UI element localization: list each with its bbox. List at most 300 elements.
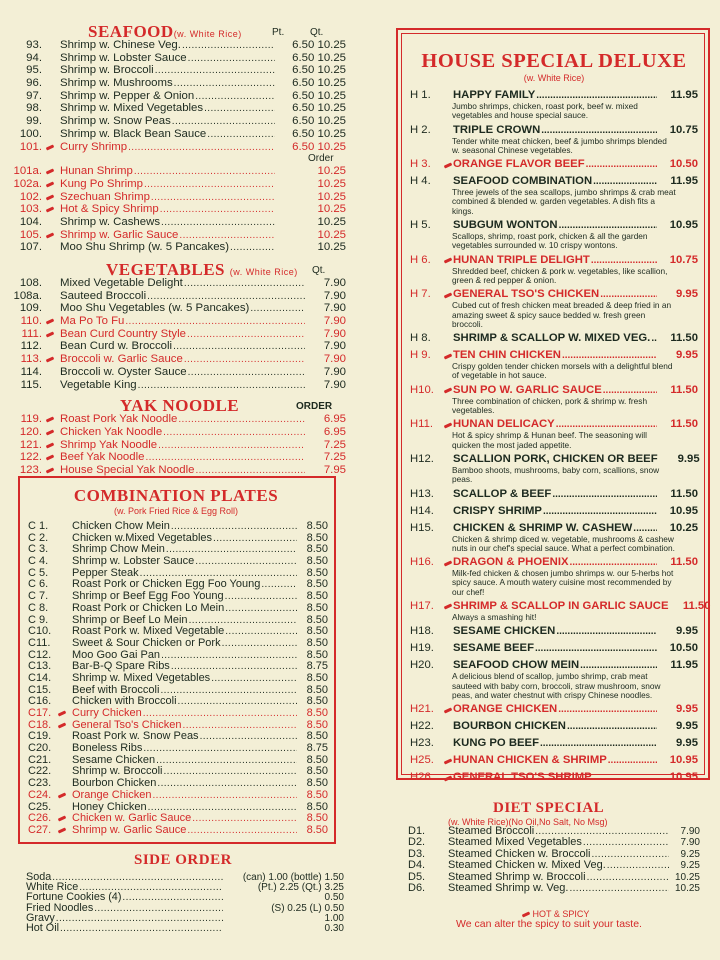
item-number: C10.: [28, 625, 52, 638]
item-name: Shrimp or Beef Lo Mein: [72, 613, 188, 626]
hot-spicy-icon: [58, 711, 67, 717]
item-number: C 2.: [28, 531, 49, 544]
item-number: C27.: [28, 823, 52, 836]
item-price: 8.50: [306, 648, 328, 661]
item-number: 105.: [19, 228, 42, 241]
item-name: Chicken w.Mixed Vegetables: [72, 531, 213, 544]
hot-spicy-icon: [444, 604, 453, 610]
item-description: Hot & spicy shrimp & Hunan beef. The seasoning will quicken the most jaded appetite.: [452, 430, 647, 450]
menu-item: [8, 141, 346, 154]
dot-leader: [225, 626, 297, 638]
house-item-row: [410, 332, 698, 345]
item-number: 93.: [26, 39, 42, 51]
item-number: D1.: [408, 825, 426, 837]
item-name: Shrimp w. Chinese Veg.: [60, 39, 181, 51]
house-item-row: [410, 720, 698, 733]
menu-item: [24, 533, 328, 545]
item-number: 113.: [20, 353, 42, 366]
item-price: 8.75: [306, 742, 328, 755]
item-code: H 1.: [410, 89, 431, 101]
item-price: 8.50: [306, 695, 328, 708]
item-name: TRIPLE CROWN: [453, 123, 541, 136]
item-number: C25.: [28, 800, 52, 813]
dot-leader: [569, 883, 669, 894]
hot-spicy-icon: [522, 912, 531, 918]
menu-item: [8, 102, 346, 115]
item-name: Shrimp w. Mushrooms: [60, 77, 173, 90]
hot-spicy-icon: [46, 181, 55, 187]
item-number: 104.: [19, 215, 42, 228]
item-name: Bean Curd Country Style: [60, 327, 186, 340]
item-price: 8.50: [306, 520, 328, 532]
item-number: 120.: [19, 425, 42, 438]
item-price: 7.90: [323, 340, 346, 353]
seafood-col-qt: Qt.: [310, 27, 324, 38]
item-name: HUNAN TRIPLE DELIGHT: [453, 253, 590, 266]
item-name: White Rice: [26, 881, 79, 894]
item-name: Chicken Yak Noodle: [60, 425, 163, 438]
house-item-row: [410, 505, 698, 518]
seafood-order-list: [8, 165, 346, 254]
house-item: [410, 124, 698, 156]
menu-item: [24, 825, 328, 837]
dot-leader: [591, 254, 657, 267]
item-number: C23.: [28, 777, 52, 790]
item-number: 110.: [20, 315, 42, 328]
yak-title: YAK NOODLE: [120, 396, 240, 416]
item-name: KUNG PO BEEF: [453, 737, 539, 750]
dot-leader: [540, 737, 657, 750]
spicy-indicator: [58, 790, 72, 802]
dot-leader: [211, 673, 297, 685]
spicy-indicator: [46, 451, 60, 464]
dot-leader: [608, 754, 657, 767]
item-name: SCALLOP & BEEF: [453, 487, 552, 500]
dot-leader: [134, 165, 275, 179]
spicy-indicator: [46, 141, 60, 154]
house-item-row: [410, 124, 698, 137]
hot-spicy-icon: [444, 388, 453, 394]
item-name: Steamed Chicken w. Mixed Veg.: [448, 859, 606, 872]
item-code: H 4.: [410, 175, 431, 188]
item-code: H18.: [410, 625, 434, 638]
item-name: Bean Curd w. Broccoli: [60, 340, 173, 353]
item-code: H17.: [410, 600, 434, 613]
item-name: GENERAL TSO'S SHRIMP: [453, 771, 592, 784]
dot-leader: [174, 77, 275, 91]
item-name: House Special Yak Noodle: [60, 463, 195, 476]
item-code: H23.: [410, 737, 434, 750]
item-name: Steamed Shrimp w. Broccoli: [448, 870, 586, 883]
dot-leader: [651, 332, 657, 345]
item-name: General Tso's Chicken: [72, 718, 182, 731]
item-price: 7.90: [323, 277, 346, 289]
spicy-note: We can alter the spicy to suit your taste.: [456, 918, 642, 930]
item-price: 8.50: [306, 671, 328, 684]
dot-leader: [163, 766, 297, 778]
dot-leader: [603, 384, 657, 397]
dot-leader: [183, 720, 297, 732]
item-price: 9.95: [676, 703, 698, 716]
dot-leader: [213, 533, 297, 545]
dot-leader: [143, 708, 297, 720]
spicy-indicator: [46, 178, 60, 191]
item-number: C 7.: [28, 590, 49, 603]
hot-spicy-icon: [46, 144, 55, 150]
menu-item: [8, 77, 346, 90]
item-number: 96.: [26, 77, 42, 90]
menu-item: [8, 52, 346, 65]
item-number: C20.: [28, 742, 52, 755]
item-number: C17.: [28, 707, 52, 719]
combo-title: COMBINATION PLATES: [73, 486, 279, 505]
item-code: H15.: [410, 521, 434, 534]
item-name: Shrimp or Beef Egg Foo Young: [72, 590, 224, 603]
item-name: SHRIMP & SCALLOP W. MIXED VEG.: [453, 332, 651, 345]
item-name: Shrimp Yak Noodle: [60, 438, 158, 451]
item-number: D4.: [408, 859, 426, 872]
item-name: Szechuan Shrimp: [60, 190, 150, 203]
item-number: 101.: [19, 140, 42, 153]
hot-spicy-icon: [444, 422, 453, 428]
item-price: 1.00: [324, 912, 344, 924]
item-number: C26.: [28, 812, 52, 825]
dot-leader: [587, 872, 669, 883]
item-price: 7.90: [323, 289, 346, 302]
menu-item: [24, 650, 328, 662]
item-price: 10.25: [317, 228, 346, 241]
item-description: Chicken & shrimp diced w. vegetable, mushrooms & cashew nuts in our chef's special sauce. What a perfect combination.: [452, 533, 675, 553]
house-item-row: [410, 642, 698, 655]
item-number: 108.: [19, 277, 42, 289]
item-number: C16.: [28, 695, 52, 708]
item-number: C 4.: [28, 555, 49, 568]
item-price: 8.50: [306, 683, 328, 696]
item-number: 109.: [19, 302, 42, 315]
menu-item: [8, 366, 346, 379]
item-description: Cubed cut of fresh chicken meat breaded & deep fried in an amazing sweet & spicy sauce bedded w. fresh green broccoli.: [452, 300, 672, 329]
item-name: BOURBON CHICKEN: [453, 720, 566, 733]
dot-leader: [230, 241, 275, 255]
menu-item: [24, 521, 328, 533]
item-code: H14.: [410, 504, 434, 517]
item-price: 8.50: [306, 800, 328, 813]
dot-leader: [173, 340, 305, 354]
dot-leader: [128, 141, 275, 155]
menu-item: [24, 603, 328, 615]
hot-spicy-icon: [46, 417, 55, 423]
menu-item: [24, 731, 328, 743]
item-price: 6.50 10.25: [292, 64, 346, 77]
item-price: 11.50: [670, 418, 698, 431]
house-item: [410, 288, 698, 329]
hot-spicy-icon: [444, 775, 453, 781]
item-code: H 6.: [410, 253, 431, 266]
item-description: Milk-fed chicken & chosen jumbo shrimps w. our 5-herbs hot spicy sauce. A mouth watery cuisine most recommended by our chef!: [452, 568, 674, 597]
menu-item: [8, 178, 346, 191]
dot-leader: [151, 191, 275, 205]
hot-spicy-icon: [46, 194, 55, 200]
menu-item: [408, 860, 700, 871]
item-number: C 3.: [28, 543, 49, 556]
item-name: Pepper Steak: [72, 566, 139, 579]
seafood-list: [8, 39, 346, 153]
item-price: 8.50: [306, 636, 328, 649]
menu-item: [8, 64, 346, 77]
item-price: 11.95: [670, 89, 698, 101]
dot-leader: [200, 731, 297, 743]
item-price: 10.75: [669, 123, 698, 136]
item-number: D3.: [408, 847, 426, 860]
seafood-title: SEAFOOD(w. White Rice): [88, 22, 242, 41]
dot-leader: [195, 556, 297, 568]
item-price: 10.95: [669, 504, 698, 517]
item-name: Roast Pork w. Snow Peas: [72, 730, 199, 743]
house-item-row: [410, 158, 698, 171]
item-price: 10.95: [669, 754, 698, 767]
item-code: H12.: [410, 452, 434, 465]
item-code: H25.: [410, 754, 434, 767]
item-price: 11.50: [670, 332, 698, 345]
left-column: [8, 20, 346, 477]
item-name: SUN PO W. GARLIC SAUCE: [453, 383, 602, 396]
item-name: Fried Noodles: [26, 901, 94, 914]
item-name: Honey Chicken: [72, 800, 147, 813]
item-number: 98.: [26, 102, 42, 115]
item-price: 10.50: [669, 642, 698, 655]
item-code: H 5.: [410, 219, 431, 232]
dot-leader: [586, 158, 657, 171]
item-name: Kung Po Shrimp: [60, 177, 143, 190]
hot-spicy-icon: [58, 816, 67, 822]
item-code: H 3.: [410, 158, 431, 171]
house-item: [410, 625, 698, 638]
dot-leader: [156, 755, 297, 767]
hot-spicy-icon: [444, 292, 453, 298]
item-code: H21.: [410, 703, 434, 716]
item-name: Chicken Chow Mein: [72, 520, 170, 532]
item-price: 8.50: [306, 543, 328, 556]
item-description: Three jewels of the sea scallops, jumbo shrimps & crab meat combined & blended w. garden vegetables. A dish fits a kings.: [452, 187, 676, 216]
item-price: 10.25: [674, 871, 700, 883]
item-number: D5.: [408, 870, 426, 883]
item-price: 8.75: [306, 660, 328, 673]
dot-leader: [207, 128, 275, 142]
item-name: Moo Shu Shrimp (w. 5 Pancakes): [60, 241, 230, 254]
dot-leader: [138, 379, 305, 393]
dot-leader: [187, 328, 305, 342]
spicy-indicator: [58, 708, 72, 720]
item-name: Fortune Cookies (4): [26, 891, 122, 904]
item-description: Bamboo shoots, mushrooms, baby corn, scallions, snow peas.: [452, 464, 660, 485]
item-price: 7.90: [680, 826, 700, 837]
item-price: 10.25: [674, 882, 700, 894]
yak-list: [8, 413, 346, 476]
item-price: 8.50: [306, 707, 328, 719]
item-price: 8.50: [306, 765, 328, 778]
house-item-row: [410, 703, 698, 716]
dot-leader: [195, 90, 275, 104]
item-price: 9.95: [676, 737, 698, 750]
dot-leader: [583, 837, 669, 848]
spicy-indicator: [58, 825, 72, 837]
item-number: 103.: [19, 203, 42, 216]
item-name: SUBGUM WONTON: [453, 219, 558, 232]
item-price: 9.95: [676, 625, 698, 638]
dot-leader: [60, 923, 223, 934]
yak-col: ORDER: [296, 401, 333, 413]
house-item-row: [410, 384, 698, 397]
menu-item: [8, 216, 346, 229]
dot-leader: [145, 451, 305, 465]
item-name: SESAME BEEF: [453, 642, 534, 655]
item-name: Shrimp w. Broccoli: [72, 765, 163, 778]
item-number: 97.: [26, 89, 42, 102]
item-price: 11.50: [670, 556, 698, 569]
vegetables-col: Qt.: [312, 265, 326, 276]
house-item: [410, 418, 698, 450]
menu-item: [8, 241, 346, 254]
item-price: 11.95: [670, 659, 698, 672]
item-name: SESAME CHICKEN: [453, 625, 556, 638]
house-item: [410, 703, 698, 716]
hot-spicy-icon: [46, 207, 55, 213]
dot-leader: [125, 315, 305, 329]
item-name: Steamed Chicken w. Broccoli: [448, 847, 591, 860]
menu-item: [24, 638, 328, 650]
combo-list: [24, 521, 328, 837]
menu-item: [24, 556, 328, 568]
item-price: 6.50 10.25: [292, 140, 346, 153]
item-price: 0.50: [324, 892, 344, 904]
dot-leader: [160, 685, 297, 697]
dot-leader: [147, 290, 305, 304]
item-name: Boneless Ribs: [72, 742, 143, 755]
item-number: C14.: [28, 671, 52, 684]
menu-item: [8, 439, 346, 452]
vegetables-title: VEGETABLES (w. White Rice): [106, 260, 298, 279]
item-name: Shrimp w. Broccoli: [60, 64, 154, 77]
house-item: [410, 522, 698, 554]
item-name: Shrimp w. Snow Peas: [60, 115, 171, 128]
item-number: C 6.: [28, 578, 49, 591]
house-item: [410, 453, 698, 485]
item-price: 10.25: [317, 203, 346, 216]
side-order-list: [26, 872, 344, 933]
spicy-indicator: [46, 203, 60, 216]
dot-leader: [541, 124, 657, 137]
item-number: C 9.: [28, 613, 49, 626]
item-price: 6.50 10.25: [292, 127, 346, 140]
item-code: H19.: [410, 642, 434, 655]
item-name: Curry Chicken: [72, 707, 142, 719]
dot-leader: [161, 216, 275, 230]
spicy-indicator: [444, 254, 453, 267]
house-item-row: [410, 453, 698, 466]
item-number: 94.: [26, 51, 42, 64]
menu-item: [8, 203, 346, 216]
item-description: Shredded beef, chicken & pork w. vegetables, like scallion, green & red pepper & onion.: [452, 265, 668, 285]
item-name: Shrimp w. Garlic Sauce: [72, 823, 187, 836]
dot-leader: [144, 178, 275, 192]
item-name: ORANGE CHICKEN: [453, 703, 558, 716]
house-item: [410, 737, 698, 750]
item-code: H 9.: [410, 349, 431, 362]
item-price: 8.50: [306, 613, 328, 626]
item-number: C12.: [28, 648, 52, 661]
hot-spicy-icon: [58, 827, 67, 833]
house-item-row: [410, 254, 698, 267]
house-item-row: [410, 488, 698, 501]
item-number: 119.: [20, 413, 42, 426]
item-name: Shrimp w. Black Bean Sauce: [60, 127, 207, 140]
item-description: Three combination of chicken, pork & shrimp w. fresh vegetables.: [452, 395, 648, 416]
spicy-indicator: [46, 165, 60, 178]
hot-spicy-icon: [46, 319, 55, 325]
item-price: 8.50: [306, 590, 328, 603]
item-number: C19.: [28, 730, 52, 743]
dot-leader: [184, 353, 305, 367]
item-price: 8.50: [306, 812, 328, 825]
spicy-indicator: [46, 328, 60, 341]
item-name: Steamed Mixed Vegetables: [448, 836, 582, 849]
item-price: 6.50 10.25: [292, 102, 346, 115]
dot-leader: [153, 790, 298, 802]
item-name: HUNAN DELICACY: [453, 418, 555, 431]
item-price: 11.50: [670, 383, 698, 396]
dot-leader: [172, 115, 275, 129]
item-number: 115.: [20, 378, 42, 391]
hot-spicy-icon: [444, 353, 453, 359]
menu-item: [8, 165, 346, 178]
dot-leader: [188, 366, 305, 380]
menu-item: [8, 426, 346, 439]
hot-spicy-icon: [444, 162, 453, 168]
item-price: 11.95: [670, 175, 698, 188]
item-name: Mixed Vegetable Delight: [60, 277, 183, 289]
item-price: 8.50: [306, 777, 328, 790]
item-name: Bourbon Chicken: [72, 777, 157, 790]
item-description: Scallops, shrimp, roast pork, chicken & all the garden vegetables surrounded w. 10 crispy wontons.: [452, 231, 648, 251]
item-number: 112.: [20, 340, 42, 353]
dot-leader: [188, 52, 275, 66]
dot-leader: [158, 439, 305, 453]
dot-leader: [192, 813, 297, 825]
vegetables-header: [8, 258, 346, 277]
item-name: HUNAN CHICKEN & SHRIMP: [453, 754, 607, 767]
item-name: Chicken with Broccoli: [72, 695, 177, 708]
item-price: 10.25: [317, 165, 346, 178]
dot-leader: [250, 302, 305, 316]
item-name: Steamed Shrimp w. Veg.: [448, 881, 569, 894]
diet-list: [408, 826, 700, 894]
item-name: SEAFOOD CHOW MEIN: [453, 659, 580, 672]
menu-item: [8, 290, 346, 303]
item-number: C13.: [28, 660, 52, 673]
item-price: 10.25: [317, 215, 346, 228]
dot-leader: [535, 642, 657, 655]
item-price: 9.25: [680, 860, 700, 872]
spicy-indicator: [46, 353, 60, 366]
menu-item: [24, 708, 328, 720]
item-name: Shrimp w. Pepper & Onion: [60, 89, 195, 102]
item-price: 11.50: [670, 487, 698, 500]
item-price: 7.90: [323, 378, 346, 391]
item-price: 8.50: [306, 566, 328, 579]
item-description: A delicious blend of scallop, jumbo shrimp, crab meat sauteed with baby corn, broccoli, straw mushroom, snow peas, and water chestnut with crispy Chinese noodles.: [452, 671, 661, 700]
menu-item: [8, 191, 346, 204]
menu-item: [24, 673, 328, 685]
